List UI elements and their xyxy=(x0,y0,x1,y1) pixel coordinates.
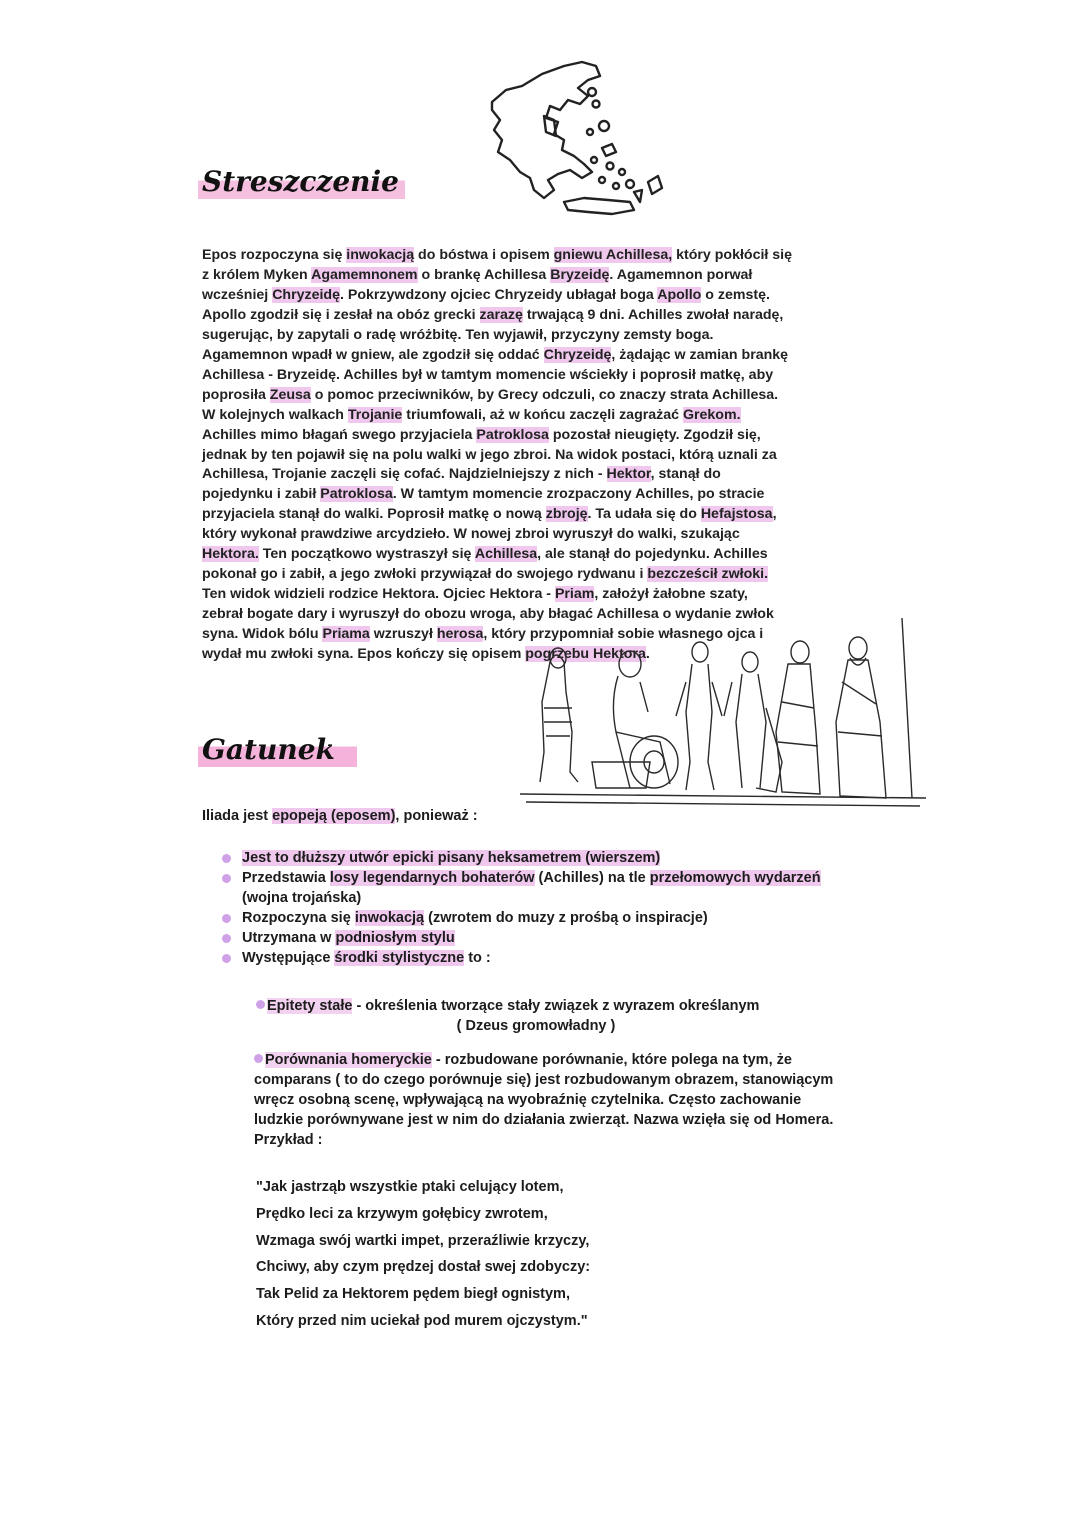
text-run: . Agamemnon porwał xyxy=(609,266,753,283)
text-run: Rozpoczyna się xyxy=(242,910,355,926)
highlighted-term: Grekom. xyxy=(682,406,741,423)
text-run: . W tamtym momencie zrozpaczony Achilles, po stracie xyxy=(392,486,765,503)
text-run: (Achilles) na tle xyxy=(534,870,650,886)
text-run: , ale stanął do pojedynku. Achilles xyxy=(537,546,768,563)
device-homeric-similes xyxy=(254,1050,834,1150)
text-run: pozostał nieugięty. Zgodził się, xyxy=(548,426,761,443)
text-run: Apollo zgodził się i zesłał na obóz grecki xyxy=(202,306,480,323)
list-item xyxy=(222,868,862,908)
intro-text-before: Iliada jest xyxy=(202,808,273,824)
text-run: Achillesa, Trojanie zaczęli się cofać. Najdzielniejszy z nich - xyxy=(202,466,607,483)
text-run: triumfowali, aż w końcu zaczęli zagrażać xyxy=(402,406,683,423)
poem-line: Chciwy, aby czym prędzej dostał swej zdobyczy: xyxy=(256,1259,591,1276)
summary-line xyxy=(202,505,892,525)
highlighted-term: Priama xyxy=(322,626,370,643)
text-run: , stanął do xyxy=(650,466,721,483)
device1-definition: - określenia tworzące stały związek z wyrazem określanym xyxy=(352,998,760,1014)
text-run: pojedynku i zabił xyxy=(202,486,321,503)
text-run: , który przypomniał sobie własnego ojca i xyxy=(483,626,764,643)
list-item xyxy=(222,908,862,928)
text-run: Achilles mimo błagań swego przyjaciela xyxy=(202,426,477,443)
text-run: to : xyxy=(464,950,491,966)
text-run: , żądając w zamian brankę xyxy=(611,346,789,363)
summary-heading: Streszczenie xyxy=(198,165,405,199)
highlighted-term: Agamemnonem xyxy=(311,266,418,283)
highlighted-term: Patroklosa xyxy=(320,486,393,503)
summary-line xyxy=(202,286,892,306)
highlighted-term: Bryzeidę xyxy=(550,266,610,283)
summary-line xyxy=(202,246,892,266)
highlighted-term: podniosłym stylu xyxy=(335,930,455,946)
text-run: W kolejnych walkach xyxy=(202,406,348,423)
summary-line xyxy=(202,306,892,326)
text-run: wzruszył xyxy=(369,626,437,643)
text-run: który wykonał prawdziwe arcydzieło. W nowej zbroi wyruszył do walki, szukając xyxy=(202,526,740,543)
text-run: pokonał go i zabił, a jego zwłoki przywiązał do swojego rydwanu i xyxy=(202,566,648,583)
summary-line xyxy=(202,545,892,565)
highlighted-term: inwokacją xyxy=(346,247,415,263)
summary-line xyxy=(202,485,892,505)
highlighted-term: Apollo xyxy=(657,286,702,303)
device2-term: Porównania homeryckie xyxy=(265,1052,432,1068)
highlighted-term: zarazę xyxy=(479,306,523,323)
text-run: zebrał bogate dary i wyruszył do obozu wroga, aby błagać Achillesa o wydanie zwłok xyxy=(202,606,774,623)
summary-line xyxy=(202,346,892,366)
greece-map-drawing xyxy=(484,60,668,220)
summary-line xyxy=(202,446,892,466)
poem-line: "Jak jastrząb wszystkie ptaki celujący lotem, xyxy=(256,1179,564,1195)
highlighted-term: herosa xyxy=(436,626,484,643)
poem-line: Tak Pelid za Hektorem pędem biegł ognistym, xyxy=(256,1286,570,1303)
highlighted-term: Chryzeidę xyxy=(272,286,340,303)
highlighted-term: Chryzeidę xyxy=(543,346,612,363)
text-run: wydał mu zwłoki syna. Epos kończy się opisem xyxy=(202,646,526,663)
intro-text-after: , ponieważ : xyxy=(395,808,478,824)
greek-figures-illustration xyxy=(520,612,926,808)
summary-line xyxy=(202,406,892,426)
text-run: do bóstwa i opisem xyxy=(414,247,554,263)
poem-line: Wzmaga swój wartki impet, przeraźliwie krzyczy, xyxy=(256,1232,590,1249)
genre-features-list xyxy=(222,848,862,968)
highlighted-term: bezcześcił zwłoki. xyxy=(647,566,769,583)
list-item xyxy=(222,928,862,948)
genre-intro xyxy=(202,808,478,824)
text-run: syna. Widok bólu xyxy=(202,626,323,643)
text-run: jednak by ten pojawił się na polu walki w jego zbroi. Na widok postaci, którą uznali za xyxy=(202,446,777,463)
text-run: , założył żałobne szaty, xyxy=(594,586,748,603)
text-run: . xyxy=(645,646,650,663)
text-run: Agamemnon wpadł w gniew, ale zgodził się oddać xyxy=(202,346,544,363)
highlighted-term: Priam xyxy=(554,586,595,603)
text-run: wcześniej xyxy=(202,286,273,303)
genre-heading: Gatunek xyxy=(198,733,357,767)
text-run: przyjaciela stanął do walki. Poprosił matkę o nową xyxy=(202,506,546,523)
text-run: z królem Myken xyxy=(202,266,312,283)
highlighted-term: inwokacją xyxy=(354,910,425,926)
text-run: . Pokrzywdzony ojciec Chryzeidy ubłagał boga xyxy=(340,286,658,303)
intro-highlight: epopeją (eposem) xyxy=(272,808,396,824)
highlighted-term: Hektora. xyxy=(202,546,259,563)
device2-definition: - rozbudowane porównanie, które polega na tym, że comparans ( to do czego porównuje się) jest rozbudowanym obrazem, stanowiącym wręcz osobną scenę, wpływającą na wyobraźnię czytelnika. Często zachowanie ludzkie porównywane jest w nim do działania zwierząt. Nazwa wzięła się od Homera. Przykład : xyxy=(254,1052,834,1148)
text-run: Ten widok widzieli rodzice Hektora. Ojciec Hektora - xyxy=(202,586,555,603)
device1-term: Epitety stałe xyxy=(267,998,353,1014)
highlighted-term: Patroklosa xyxy=(476,426,549,443)
text-run: Achillesa - Bryzeidę. Achilles był w tamtym momencie wściekły i poprosił matkę, aby xyxy=(202,366,774,383)
highlighted-term: Zeusa xyxy=(269,386,311,403)
text-run: Przedstawia xyxy=(242,870,330,886)
summary-line xyxy=(202,326,892,346)
summary-line xyxy=(202,366,892,386)
text-run: o zemstę. xyxy=(701,286,770,303)
summary-paragraph xyxy=(202,246,892,665)
highlighted-term: gniewu Achillesa, xyxy=(553,247,673,263)
highlighted-term: pogrzebu Hektora xyxy=(525,646,646,663)
device-epithets xyxy=(256,996,856,1036)
text-run: Utrzymana w xyxy=(242,930,336,946)
text-run: o brankę Achillesa xyxy=(417,266,551,283)
highlighted-term: Trojanie xyxy=(347,406,403,423)
poem-line: Który przed nim uciekał pod murem ojczystym." xyxy=(256,1312,588,1329)
summary-line xyxy=(202,565,892,585)
poem-line: Prędko leci za krzywym gołębicy zwrotem, xyxy=(256,1205,548,1222)
text-run: o pomoc przeciwników, by Grecy odczuli, co znaczy strata Achillesa. xyxy=(310,386,779,403)
highlighted-term: Hefajstosa xyxy=(700,506,773,523)
highlighted-term: Achillesa xyxy=(474,546,538,563)
text-run: trwającą 9 dni. Achilles zwołał naradę, xyxy=(522,306,784,323)
list-item xyxy=(222,848,862,868)
text-run: Epos rozpoczyna się xyxy=(202,247,347,263)
summary-line xyxy=(202,525,892,545)
summary-line xyxy=(202,426,892,446)
text-run: który pokłócił się xyxy=(672,247,793,263)
highlighted-term: środki stylistyczne xyxy=(334,950,465,966)
summary-line xyxy=(202,266,892,286)
text-run: poprosiła xyxy=(202,386,270,403)
highlighted-term: przełomowych wydarzeń xyxy=(649,870,821,886)
text-run: , xyxy=(772,506,777,523)
summary-line xyxy=(202,465,892,485)
text-run: Występujące xyxy=(242,950,335,966)
highlighted-term: Hektor xyxy=(606,466,651,483)
poem-quote xyxy=(256,1174,590,1335)
text-run: . Ta udała się do xyxy=(587,506,701,523)
text-run: sugerując, by zapytali o radę wróżbitę. Ten wyjawił, przyczyny zemsty boga. xyxy=(202,326,714,343)
bullet-dot xyxy=(256,1000,265,1009)
bullet-dot xyxy=(254,1054,263,1063)
summary-line xyxy=(202,585,892,605)
highlighted-term: zbroję xyxy=(545,506,588,523)
text-run: (wojna trojańska) xyxy=(242,890,362,906)
text-run: Ten początkowo wystraszył się xyxy=(258,546,475,563)
highlighted-term: Jest to dłuższy utwór epicki pisany heksametrem (wierszem) xyxy=(242,850,661,866)
highlighted-term: losy legendarnych bohaterów xyxy=(329,870,535,886)
text-run: (zwrotem do muzy z prośbą o inspiracje) xyxy=(424,910,708,926)
device1-example: ( Dzeus gromowładny ) xyxy=(456,1018,616,1034)
summary-line xyxy=(202,386,892,406)
list-item xyxy=(222,948,862,968)
